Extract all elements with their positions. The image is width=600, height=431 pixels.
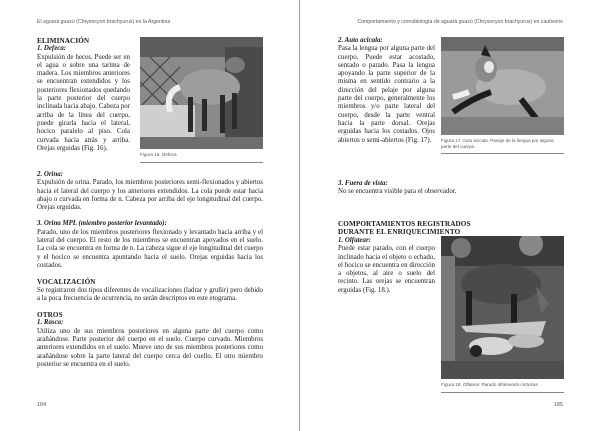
caption-rule	[140, 162, 263, 163]
item-title: 1. Rasca:	[37, 319, 64, 327]
figure-caption: Figura 16. Defeca	[140, 152, 177, 157]
defeca-photo-icon	[140, 37, 263, 149]
item-text: Utiliza uno de sus miembros posteriores en alguna parte del cuerpo como arañándose. Parte posterior del cuerpo en el suelo. Cuerpo curvado. Miembros anteriores extendidos en el suelo. Mueve uno de sus miembros posteriores como arañándose sobre la parte lateral del cuerpo cerca del cuello. El otro miembro posterior se encuentra en el suelo.	[37, 327, 263, 368]
caption-rule	[441, 392, 564, 393]
figure-caption: Figura 17. Auto acicala. Pasaje de la lengua por alguna parte del cuerpo.	[441, 138, 554, 149]
section-heading: OTROS	[37, 311, 63, 320]
item-title: 2. Auto acicala:	[338, 37, 383, 44]
auto-acicala-block	[338, 37, 435, 145]
olfatear-block	[338, 237, 435, 295]
item-text: No se encuentra visible para el observador.	[338, 188, 457, 196]
figure-photo	[140, 37, 263, 149]
body-block	[37, 171, 263, 369]
item-text: Puede estar parado, con el cuerpo inclinado hacia el objeto o echado, el hocico se encuentra en dirección a objetos, al aire o suelo del recinto. Las orejas se encuentran erguidas (Fig. 18.).	[338, 245, 435, 294]
running-head: Comportamiento y cronobiología de aguará guazú (Chrysocyon brachyurus) en cautiverio	[357, 19, 563, 25]
figure-17	[441, 37, 564, 154]
item-title: 1. Olfatear:	[338, 237, 371, 244]
enrichment-heading-block	[338, 220, 564, 237]
section-heading: VOCALIZACIÓN	[37, 278, 96, 287]
figure-18	[441, 236, 564, 393]
right-page	[300, 0, 600, 431]
item-text: Pasa la lengua por alguna parte del cuerpo. Puede estar acostado, sentado o parado. Pasa la lengua apoyando la parte superior de la misma en sentido contrario a la dirección del pelaje por alguna parte del cuerpo, generalmente los miembros y/o parte lateral del cuerpo, desde la parte ventral hacia la parte dorsal. Orejas erguidas hacia los costados. Ojos abiertos o semi-abiertos (Fig. 17).	[338, 45, 435, 144]
figure-photo	[441, 236, 564, 379]
eliminacion-block	[37, 37, 130, 153]
figure-16	[140, 37, 263, 163]
item-title: 2. Orina:	[37, 171, 64, 178]
item-title: 1. Defeca:	[37, 45, 67, 53]
page-number: 184	[37, 402, 47, 408]
section-text: Se registraron dos tipos diferentes de vocalizaciones (ladrar y gruñir) pero debido a la poca frecuencia de ocurrencia, no serán descriptos en este etograma.	[37, 286, 263, 302]
item-text: Expulsión de heces. Puede ser en el agua o sobre una tarima de madera. Los miembros anteriores se encuentran extendidos y los posteriores flexionados quedando la parte posterior del cuerpo inclinada hacia abajo. Cabeza por arriba de la línea del cuerpo, puede girarla hacia el lateral, hocico paralelo al piso. Cola curvada hacia atrás y arriba. Orejas erguidas (Fig. 16).	[37, 53, 130, 152]
running-head: El aguará guazú (Chrysocyon brachyurus) en la Argentina	[37, 19, 171, 25]
item-text: Parado, uno de los miembros posteriores flexionado y levantado hacia arriba y el lateral del cuerpo. El resto de los miembros se encuentran apoyados en el suelo. La cola se encuentra en forma de n. La cabeza sigue el eje longitudinal del cuerpo y el hocico se encuentra apuntando hacia el suelo. Orejas erguidas hacia los costados.	[37, 228, 263, 269]
olfatear-photo-icon	[441, 236, 564, 379]
figure-photo	[441, 37, 564, 135]
auto-acicala-photo-icon	[441, 37, 564, 135]
item-title: 3. Orina MPL (miembro posterior levantado):	[37, 220, 167, 228]
item-title: 3. Fuera de vista:	[338, 180, 388, 187]
item-text: Expulsión de orina. Parado, los miembros posteriores semi-flexionados y abiertos hacia el lateral del cuerpo y los anteriores extendidos. La cola puede estar hacia abajo o curvada en forma de n. Cabeza por arriba del eje longitudinal del cuerpo. Orejas erguidas.	[37, 179, 263, 212]
fuera-de-vista-block	[338, 180, 564, 197]
section-heading: ELIMINACIÓN	[37, 37, 90, 45]
page-number: 185	[553, 402, 563, 408]
caption-rule	[441, 153, 564, 154]
section-heading: COMPORTAMIENTOS REGISTRADOS DURANTE EL ENRIQUECIMIENTO	[338, 220, 471, 237]
figure-caption: Figura 18. Olfatear. Parado olfateando cortezas	[441, 382, 538, 387]
